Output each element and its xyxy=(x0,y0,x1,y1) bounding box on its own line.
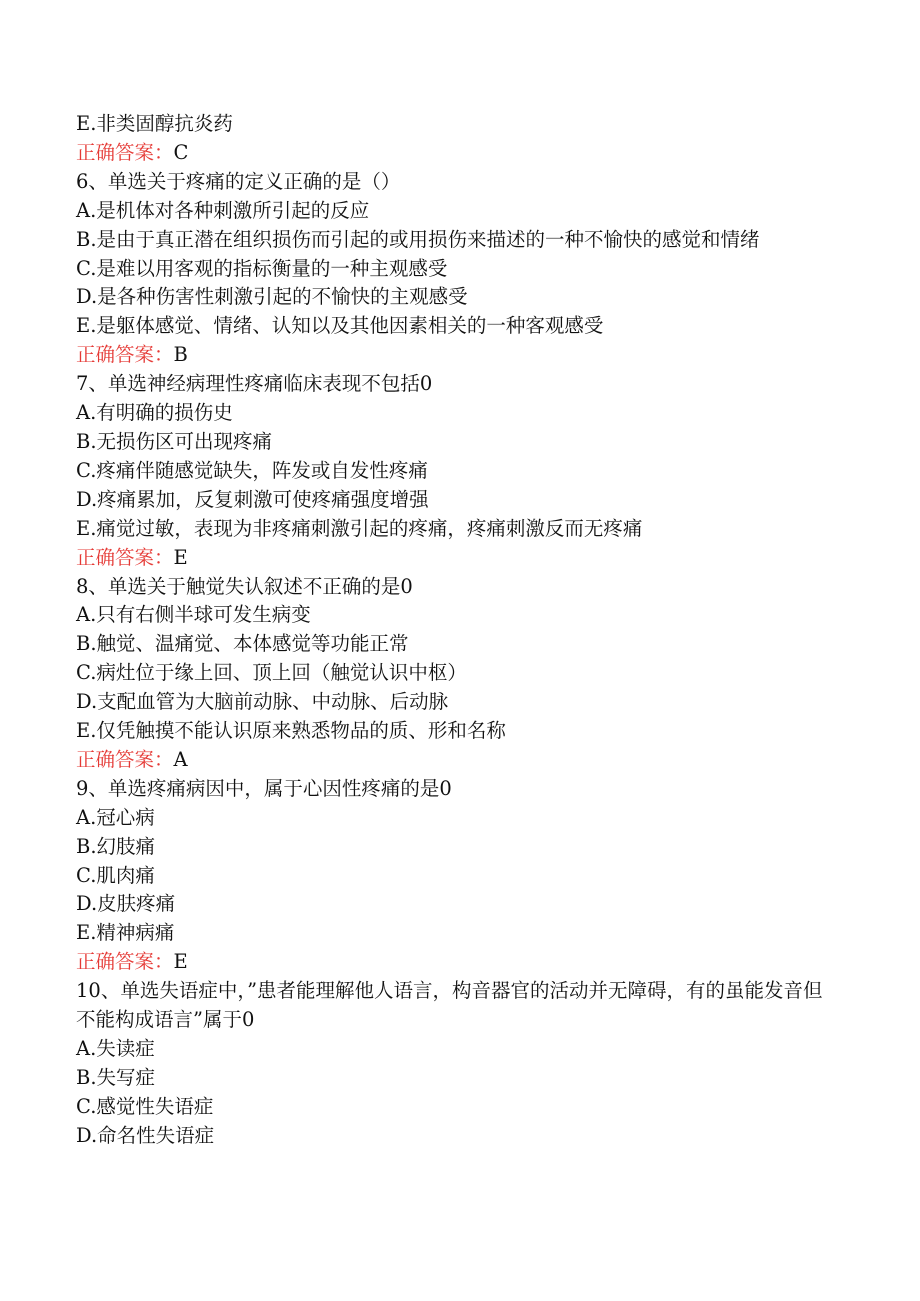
question-9: 9、单选疼痛病因中，属于心因性疼痛的是0 xyxy=(76,776,452,800)
option-d-q6: D.是各种伤害性刺激引起的不愉快的主观感受 xyxy=(76,285,468,309)
answer-label: 正确答案： xyxy=(76,140,174,164)
question-8: 8、单选关于触觉失认叙述不正确的是0 xyxy=(76,574,413,598)
option-c-q8: C.病灶位于缘上回、顶上回（触觉认识中枢） xyxy=(76,661,467,685)
option-a-q7: A.有明确的损伤史 xyxy=(76,401,233,425)
option-c-q7: C.疼痛伴随感觉缺失，阵发或自发性疼痛 xyxy=(76,458,428,482)
answer-line-q5 xyxy=(76,139,836,168)
answer-line-q8 xyxy=(76,746,836,775)
answer-value: A xyxy=(173,747,188,771)
question-list xyxy=(76,110,836,1151)
option-e-q7: E.痛觉过敏，表现为非疼痛刺激引起的疼痛，疼痛刺激反而无疼痛 xyxy=(76,516,643,540)
option-b-q6: B.是由于真正潜在组织损伤而引起的或用损伤来描述的一种不愉快的感觉和情绪 xyxy=(76,227,760,251)
answer-label: 正确答案： xyxy=(76,343,174,367)
option-e-q5: E.非类固醇抗炎药 xyxy=(76,112,233,135)
answer-label: 正确答案： xyxy=(76,747,174,771)
option-c-q9: C.肌肉痛 xyxy=(76,863,155,887)
option-e-q9: E.精神病痛 xyxy=(76,921,175,945)
option-d-q8: D.支配血管为大脑前动脉、中动脉、后动脉 xyxy=(76,690,449,714)
answer-label: 正确答案： xyxy=(76,545,174,569)
answer-label: 正确答案： xyxy=(76,950,174,974)
option-b-q8: B.触觉、温痛觉、本体感觉等功能正常 xyxy=(76,632,409,656)
answer-value: C xyxy=(173,140,189,164)
answer-value: B xyxy=(173,343,188,367)
question-7: 7、单选神经病理性疼痛临床表现不包括0 xyxy=(76,372,433,396)
question-10: 10、单选失语症中，”患者能理解他人语言，构音器官的活动并无障碍，有的虽能发音但不能构成语言”属于0 xyxy=(76,979,823,1032)
option-a-q6: A.是机体对各种刺激所引起的反应 xyxy=(76,198,370,222)
answer-line-q7 xyxy=(76,544,836,573)
option-b-q10: B.失写症 xyxy=(76,1065,156,1089)
option-c-q10: C.感觉性失语症 xyxy=(76,1094,214,1118)
option-c-q6: C.是难以用客观的指标衡量的一种主观感受 xyxy=(76,256,448,280)
question-6: 6、单选关于疼痛的定义正确的是（） xyxy=(76,169,401,193)
option-d-q7: D.疼痛累加，反复刺激可使疼痛强度增强 xyxy=(76,487,429,511)
option-e-q8: E.仅凭触摸不能认识原来熟悉物品的质、形和名称 xyxy=(76,719,506,743)
option-e-q6: E.是躯体感觉、情绪、认知以及其他因素相关的一种客观感受 xyxy=(76,314,604,338)
option-a-q8: A.只有右侧半球可发生病变 xyxy=(76,603,311,627)
option-b-q9: B.幻肢痛 xyxy=(76,834,156,858)
answer-value: E xyxy=(173,950,188,974)
answer-line-q9 xyxy=(76,948,836,977)
option-b-q7: B.无损伤区可出现疼痛 xyxy=(76,429,273,453)
answer-value: E xyxy=(173,545,188,569)
option-a-q9: A.冠心病 xyxy=(76,805,155,829)
option-d-q9: D.皮肤疼痛 xyxy=(76,892,176,916)
option-d-q10: D.命名性失语症 xyxy=(76,1123,215,1147)
answer-line-q6 xyxy=(76,341,836,370)
option-a-q10: A.失读症 xyxy=(76,1037,155,1060)
